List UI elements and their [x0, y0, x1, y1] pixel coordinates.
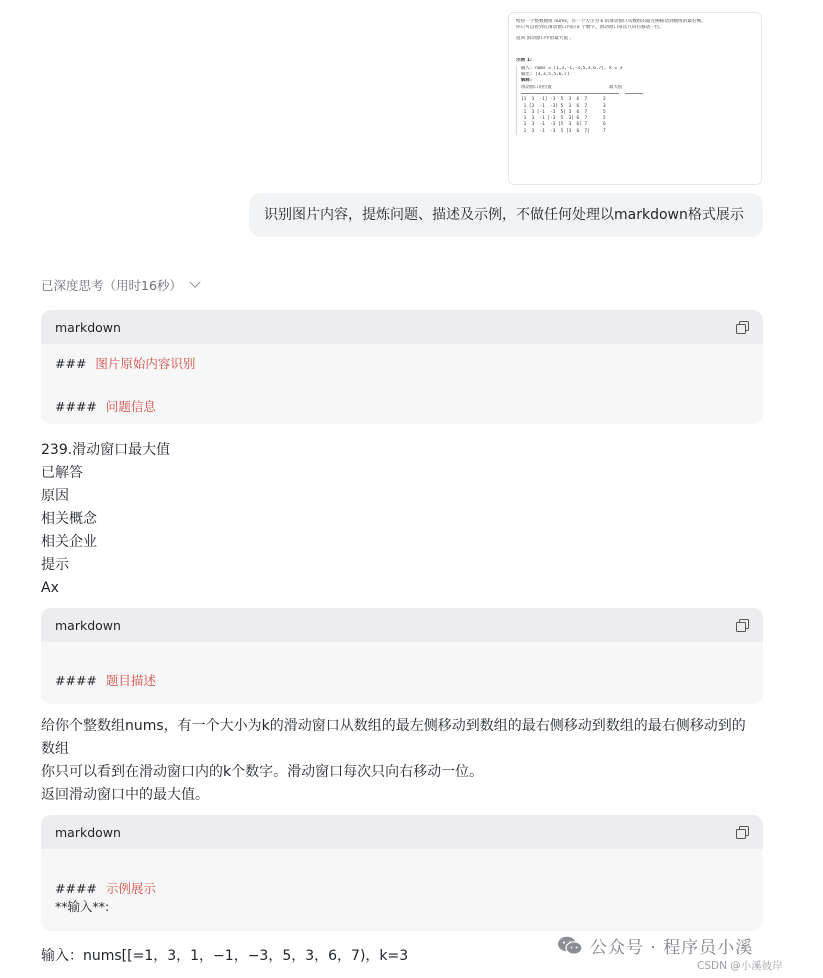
uploaded-image-thumbnail[interactable] — [508, 12, 762, 185]
text-line: Ax — [41, 580, 59, 596]
text-line: 返回滑动窗口中的最大值。 — [41, 787, 209, 803]
watermark-text: 公众号 · 程序员小溪 — [590, 938, 754, 958]
image-output-line: 输出: [3,3,5,5,6,7] — [521, 72, 570, 78]
text-line: 你只可以看到在滑动窗口内的k个数字。滑动窗口每次只向右移动一位。 — [41, 764, 484, 780]
code-line — [55, 396, 749, 418]
code-language-label: markdown — [55, 319, 121, 335]
code-block-header — [41, 815, 763, 849]
thinking-status-text: 已深度思考（用时16秒） — [41, 278, 182, 293]
csdn-watermark: CSDN @小溪彼岸 — [697, 960, 783, 972]
heading-marker: #### — [55, 399, 97, 414]
text-line: 输入：nums[[=1，3，1，−1，−3，5，3，6，7)，k=3 — [41, 948, 409, 964]
heading-text: 题目描述 — [105, 672, 156, 688]
code-line — [55, 670, 749, 692]
text-line: 已解答 — [41, 465, 83, 481]
code-block-body — [41, 642, 763, 691]
code-block-body — [41, 344, 763, 418]
code-language-label: markdown — [55, 617, 121, 633]
text-line: 相关概念 — [41, 511, 97, 527]
heading-text: 问题信息 — [105, 399, 156, 414]
copy-icon[interactable] — [736, 826, 749, 839]
text-line: 数组 — [41, 741, 69, 757]
code-line — [55, 856, 749, 878]
code-line — [55, 648, 749, 670]
code-block-body — [41, 849, 763, 918]
heading-text: 图片原始内容识别 — [95, 356, 196, 371]
heading-marker: #### — [55, 672, 97, 688]
user-message-bubble — [249, 193, 763, 237]
chevron-down-icon — [189, 277, 200, 288]
thinking-toggle[interactable] — [41, 275, 199, 295]
text-line: 原因 — [41, 488, 69, 504]
text-line: 给你个整数组nums，有一个大小为k的滑动窗口从数组的最左侧移动到数组的最右侧移动到数组的最右侧移动到的 — [41, 718, 746, 734]
code-block — [41, 310, 763, 424]
heading-marker: #### — [55, 880, 97, 896]
image-table-rows: [1 3 -1] -3 5 3 6 7 3 1 [3 -1 -3] 5 3 6 7 3 1 3 [-1 -3 5] 3 6 7 5 1 3 -1 [-3 5 3] 6 7 5 1 3 -1 -3 [5 3 6] 7 6 1 3 -1 -3 5 [3 6 7] 7 — [521, 97, 606, 134]
wechat-watermark — [557, 933, 753, 958]
image-problem-line: 你只可以看到在滑动窗口内的 k 个数字。滑动窗口每次只向右移动一位。 — [516, 25, 664, 31]
image-explain-label: 解释: — [521, 78, 533, 84]
image-col-window: 滑动窗口的位置 — [521, 84, 552, 90]
bold-input-label: **输入**: — [55, 899, 110, 914]
code-line — [55, 375, 749, 397]
wechat-icon — [557, 936, 583, 955]
code-language-label: markdown — [55, 824, 121, 840]
response-text — [41, 439, 170, 600]
response-text — [41, 715, 746, 807]
copy-icon[interactable] — [736, 619, 749, 632]
image-problem-line: 返回 滑动窗口中的最大值 。 — [516, 36, 575, 42]
image-col-max: 最大值 — [609, 84, 623, 90]
text-line: 239.滑动窗口最大值 — [41, 442, 171, 458]
code-line — [55, 353, 749, 375]
code-block-header — [41, 608, 763, 642]
code-line — [55, 896, 749, 918]
image-input-line: 输入: nums = [1,3,-1,-3,5,3,6,7], k = 3 — [521, 65, 623, 71]
image-example-title: 示例 1: — [516, 57, 532, 63]
code-block — [41, 815, 763, 931]
heading-marker: ### — [55, 356, 87, 371]
response-text — [41, 945, 408, 968]
text-line: 提示 — [41, 557, 69, 573]
copy-icon[interactable] — [736, 321, 749, 334]
code-block-header — [41, 310, 763, 344]
heading-text: 示例展示 — [105, 880, 156, 896]
code-block — [41, 608, 763, 704]
text-line: 相关企业 — [41, 534, 97, 550]
image-problem-line: 给你一个整数数组 nums，有一个大小为 k 的滑动窗口从数组的最左侧移动到数组的最右侧。 — [516, 19, 706, 24]
user-message-text: 识别图片内容，提炼问题、描述及示例，不做任何处理以markdown格式展示 — [264, 207, 744, 223]
image-example-block — [516, 66, 754, 135]
